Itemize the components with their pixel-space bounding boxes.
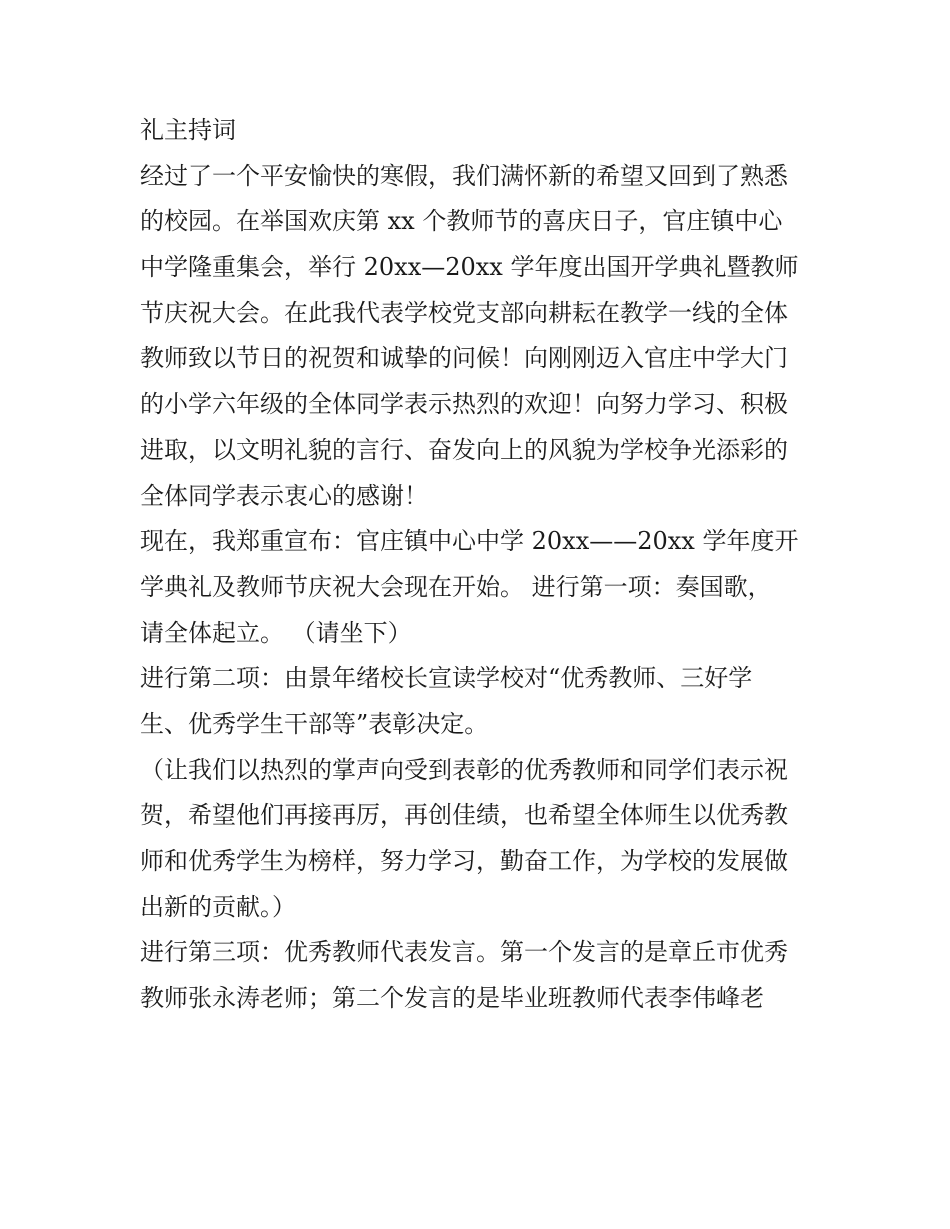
text-line: 进行第二项：由景年绪校长宣读学校对“优秀教师、三好学 bbox=[140, 664, 753, 693]
text-line: 贺，希望他们再接再厉，再创佳绩，也希望全体师生以优秀教 bbox=[140, 801, 788, 830]
document-body bbox=[140, 108, 830, 1022]
text-line: 的小学六年级的全体同学表示热烈的欢迎！向努力学习、积极 bbox=[140, 390, 788, 419]
text-line: 生、优秀学生干部等”表彰决定。 bbox=[140, 709, 489, 738]
text-line: 的校园。在举国欢庆第 xx 个教师节的喜庆日子，官庄镇中心 bbox=[140, 207, 783, 236]
text-line: 现在，我郑重宣布：官庄镇中心中学 20xx——20xx 学年度开 bbox=[140, 527, 799, 556]
text-line: 请全体起立。 （请坐下） bbox=[140, 618, 412, 647]
document-title: 礼主持词 bbox=[140, 116, 236, 144]
text-line: 经过了一个平安愉快的寒假，我们满怀新的希望又回到了熟悉 bbox=[140, 161, 788, 190]
text-line: 教师张永涛老师；第二个发言的是毕业班教师代表李伟峰老 bbox=[140, 984, 764, 1013]
text-line: 师和优秀学生为榜样，努力学习，勤奋工作，为学校的发展做 bbox=[140, 847, 788, 875]
text-line: 出新的贡献。） bbox=[140, 892, 296, 921]
text-line: 进取，以文明礼貌的言行、奋发向上的风貌为学校争光添彩的 bbox=[140, 435, 788, 464]
text-line: 全体同学表示衷心的感谢！ bbox=[140, 481, 428, 510]
text-line: 节庆祝大会。在此我代表学校党支部向耕耘在教学一线的全体 bbox=[140, 298, 788, 327]
text-line: （让我们以热烈的掌声向受到表彰的优秀教师和同学们表示祝 bbox=[140, 755, 788, 784]
text-line: 进行第三项：优秀教师代表发言。第一个发言的是章丘市优秀 bbox=[140, 938, 788, 967]
text-line: 教师致以节日的祝贺和诚挚的问候！向刚刚迈入官庄中学大门 bbox=[140, 344, 788, 373]
text-line: 中学隆重集会，举行 20xx—20xx 学年度出国开学典礼暨教师 bbox=[140, 253, 799, 282]
text-line: 学典礼及教师节庆祝大会现在开始。 进行第一项：奏国歌， bbox=[140, 572, 772, 601]
